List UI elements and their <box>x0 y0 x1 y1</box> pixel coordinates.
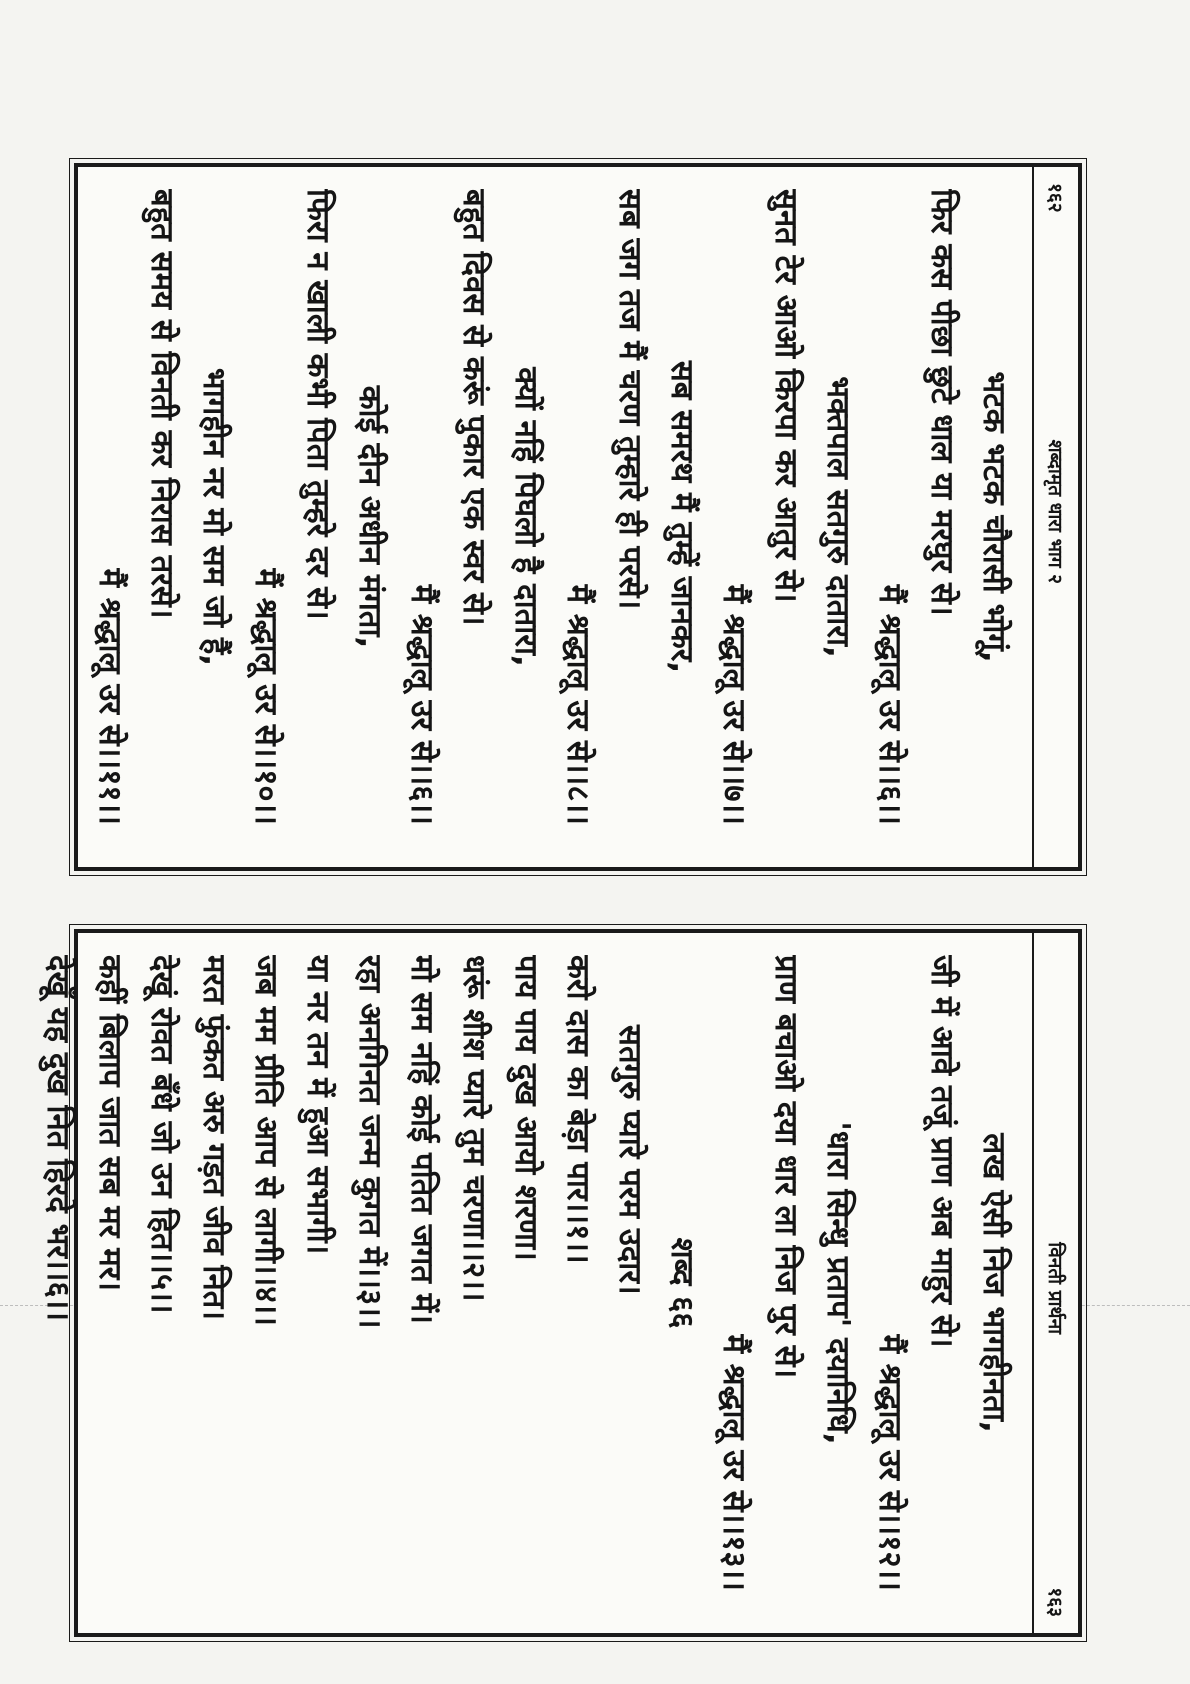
page-162 <box>74 163 1082 871</box>
verse-line: सब समरथ मैं तुम्हें जानकर, <box>664 360 700 674</box>
verse-line: पाय पाय दुख आयो शरणा। <box>508 955 544 1261</box>
verse-line: बहुत समय से विनती कर निरास तरसे। <box>144 189 180 619</box>
verse-line: देखूँ यह दुख नित हिरदे भर।।६।। <box>40 955 76 1322</box>
page-header <box>1032 933 1078 1633</box>
page-number: १६२ <box>1044 183 1066 213</box>
refrain-line: मैं श्रद्धालू उर से।।७।। <box>716 584 752 825</box>
verse-line: या नर तन में हुआ सभागी। <box>300 955 336 1255</box>
verse-line: भागहीन नर मो सम जो हैं, <box>196 367 232 667</box>
page-163 <box>40 929 1082 1637</box>
verse-line: प्राण बचाओ दया धार ला निज पुर से। <box>768 955 804 1379</box>
verse-line: धरूं शीश प्यारे तुम चरणा।।२।। <box>456 955 492 1302</box>
verse-line: 'धारा सिन्धु प्रताप' दयानिधि, <box>820 1121 856 1445</box>
verse-body <box>32 933 1032 1633</box>
verse-line: फिर कस पीछा छुटे धाल या मरघुर से। <box>924 189 960 616</box>
refrain-line: मैं श्रद्धालू उर से।।६।। <box>404 584 440 825</box>
refrain-line: मैं श्रद्धालू उर से।।११।। <box>92 568 128 825</box>
verse-line: कहीं बिलाप जात सब मर मर। <box>92 955 128 1292</box>
verse-line: सतगुरु प्यारे परम उदार। <box>612 1025 648 1295</box>
refrain-line: मैं श्रद्धालू उर से।।१०।। <box>248 568 284 825</box>
verse-line: क्यों नहिं पिघलो है दातारा, <box>508 367 544 667</box>
verse-line: मो सम नहिं कोई पतित जगत में। <box>404 955 440 1324</box>
verse-line: मरत फुंकत अरु गड़त जीव नित। <box>196 955 232 1321</box>
verse-line: लख ऐसी निज भागहीनता, <box>976 1133 1012 1433</box>
page-number: १६३ <box>1044 1587 1066 1617</box>
verse-line: भटक भटक चौरासी भोगूं, <box>976 371 1012 663</box>
verse-line: बहुत दिवस से करूं पुकार एक स्वर से। <box>456 189 492 626</box>
running-title: विनती प्रार्थना <box>1044 1242 1066 1335</box>
refrain-line: मैं श्रद्धालू उर से।।१२।। <box>872 1334 908 1591</box>
page-header <box>1032 167 1078 867</box>
refrain-line: मैं श्रद्धालू उर से।।१३।। <box>716 1334 752 1591</box>
verse-line: फिरा न खाली कभी पिता तुम्हरे दर से। <box>300 189 336 620</box>
verse-line: करो दास का बेड़ा पार।।१।। <box>560 955 596 1264</box>
shabd-heading: शब्द ६६ <box>664 1237 700 1329</box>
verse-line: जी में आवे तजूं प्राण अब माहुर से। <box>924 955 960 1348</box>
running-title: शब्दामृत धारा भाग २ <box>1044 439 1066 585</box>
verse-line: देखूं रोवत बँधे जो उन हित।।५।। <box>144 955 180 1314</box>
verse-body <box>84 167 1032 867</box>
verse-line: भक्तपाल सतगुरु दातारा, <box>820 376 856 658</box>
verse-line: सब जग तज मैं चरण तुम्हारे ही परसे। <box>612 189 648 610</box>
page-163-content <box>40 933 1078 1633</box>
verse-line: सुनत टेर आओ किरपा कर आतुर से। <box>768 189 804 603</box>
verse-line: जब मम प्रीति आप से लागी।।४।। <box>248 955 284 1326</box>
refrain-line: मैं श्रद्धालू उर से।।८।। <box>560 584 596 825</box>
page-162-content <box>78 167 1078 867</box>
verse-line: रहा अनगिनत जन्म कुगत में।।३।। <box>352 955 388 1329</box>
refrain-line: मैं श्रद्धालू उर से।।६।। <box>872 584 908 825</box>
verse-line: कोई दीन अधीन मंगता, <box>352 385 388 649</box>
